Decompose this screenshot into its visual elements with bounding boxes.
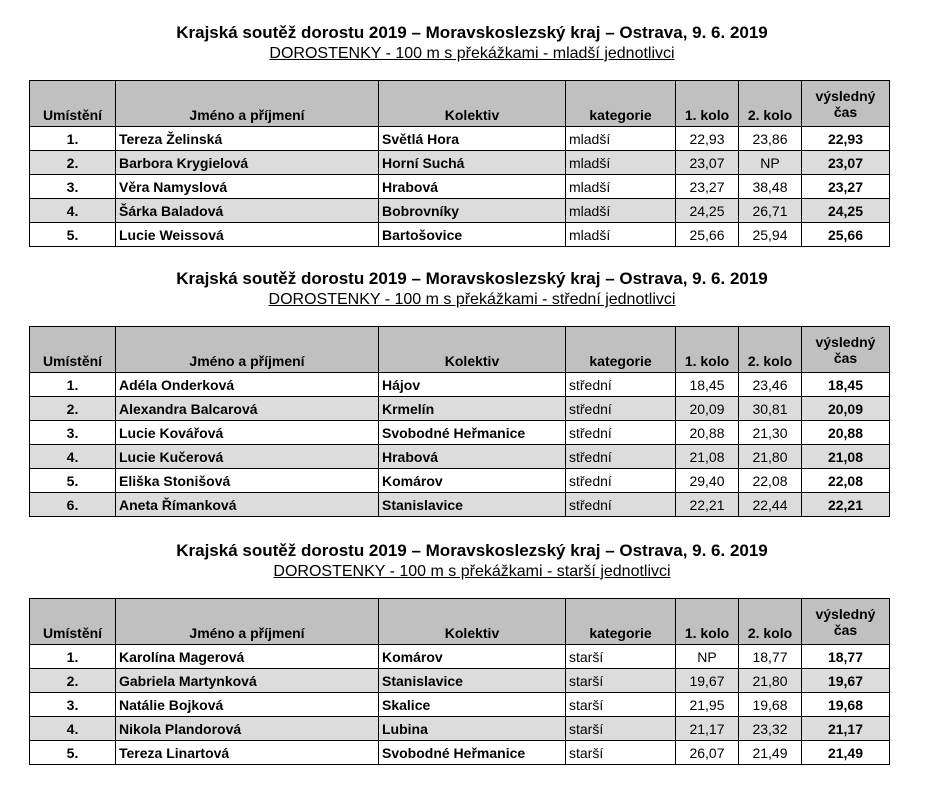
- header-round2: 2. kolo: [739, 327, 802, 373]
- category-cell: střední: [566, 397, 676, 421]
- name-cell: Gabriela Martynková: [116, 669, 379, 693]
- header-final-time: výsledný čas: [802, 599, 890, 645]
- header-name: Jméno a příjmení: [116, 599, 379, 645]
- section-subtitle: DOROSTENKY - 100 m s překážkami - mladší jednotlivci: [269, 45, 675, 62]
- table-row: [30, 127, 890, 151]
- category-cell: střední: [566, 373, 676, 397]
- team-cell: Stanislavice: [379, 493, 566, 517]
- header-team: Kolektiv: [379, 327, 566, 373]
- table-row: [30, 469, 890, 493]
- category-cell: starší: [566, 669, 676, 693]
- rank-cell: 1.: [30, 645, 116, 669]
- category-cell: mladší: [566, 223, 676, 247]
- section-title: Krajská soutěž dorostu 2019 – Moravskoslezský kraj – Ostrava, 9. 6. 2019: [176, 269, 768, 288]
- round2-cell: 21,49: [739, 741, 802, 765]
- name-cell: Alexandra Balcarová: [116, 397, 379, 421]
- header-final-time: výsledný čas: [802, 81, 890, 127]
- round1-cell: 25,66: [676, 223, 739, 247]
- table-row: [30, 693, 890, 717]
- results-section: [0, 22, 944, 243]
- final-time-cell: 18,77: [802, 645, 890, 669]
- table-row: [30, 645, 890, 669]
- team-cell: Bartošovice: [379, 223, 566, 247]
- rank-cell: 2.: [30, 397, 116, 421]
- section-title: Krajská soutěž dorostu 2019 – Moravskoslezský kraj – Ostrava, 9. 6. 2019: [176, 23, 768, 42]
- results-table: [29, 326, 890, 517]
- round2-cell: 21,80: [739, 669, 802, 693]
- table-row: [30, 199, 890, 223]
- category-cell: starší: [566, 693, 676, 717]
- table-row: [30, 741, 890, 765]
- team-cell: Komárov: [379, 469, 566, 493]
- table-row: [30, 493, 890, 517]
- round2-cell: 21,30: [739, 421, 802, 445]
- round2-cell: 38,48: [739, 175, 802, 199]
- section-subtitle-wrap: [0, 290, 944, 310]
- rank-cell: 4.: [30, 717, 116, 741]
- rank-cell: 2.: [30, 151, 116, 175]
- round2-cell: 25,94: [739, 223, 802, 247]
- round2-cell: 22,08: [739, 469, 802, 493]
- rank-cell: 4.: [30, 445, 116, 469]
- round1-cell: 24,25: [676, 199, 739, 223]
- name-cell: Lucie Kovářová: [116, 421, 379, 445]
- header-category: kategorie: [566, 81, 676, 127]
- table-row: [30, 223, 890, 247]
- team-cell: Světlá Hora: [379, 127, 566, 151]
- team-cell: Skalice: [379, 693, 566, 717]
- final-time-cell: 23,07: [802, 151, 890, 175]
- table-row: [30, 175, 890, 199]
- name-cell: Karolína Magerová: [116, 645, 379, 669]
- rank-cell: 3.: [30, 693, 116, 717]
- final-time-cell: 19,67: [802, 669, 890, 693]
- team-cell: Hájov: [379, 373, 566, 397]
- round1-cell: 26,07: [676, 741, 739, 765]
- category-cell: mladší: [566, 127, 676, 151]
- name-cell: Tereza Linartová: [116, 741, 379, 765]
- header-round1: 1. kolo: [676, 599, 739, 645]
- header-team: Kolektiv: [379, 599, 566, 645]
- team-cell: Komárov: [379, 645, 566, 669]
- round1-cell: NP: [676, 645, 739, 669]
- category-cell: mladší: [566, 151, 676, 175]
- final-time-cell: 21,49: [802, 741, 890, 765]
- final-time-cell: 21,17: [802, 717, 890, 741]
- round2-cell: 23,32: [739, 717, 802, 741]
- category-cell: střední: [566, 469, 676, 493]
- name-cell: Tereza Želinská: [116, 127, 379, 151]
- section-subtitle-wrap: [0, 562, 944, 582]
- round1-cell: 21,95: [676, 693, 739, 717]
- table-row: [30, 151, 890, 175]
- header-name: Jméno a příjmení: [116, 81, 379, 127]
- rank-cell: 2.: [30, 669, 116, 693]
- rank-cell: 4.: [30, 199, 116, 223]
- results-table: [29, 598, 890, 765]
- final-time-cell: 19,68: [802, 693, 890, 717]
- round2-cell: 19,68: [739, 693, 802, 717]
- final-time-cell: 20,09: [802, 397, 890, 421]
- round2-cell: 21,80: [739, 445, 802, 469]
- table-row: [30, 669, 890, 693]
- rank-cell: 5.: [30, 223, 116, 247]
- category-cell: mladší: [566, 175, 676, 199]
- round2-cell: 30,81: [739, 397, 802, 421]
- round1-cell: 29,40: [676, 469, 739, 493]
- round1-cell: 23,27: [676, 175, 739, 199]
- round2-cell: NP: [739, 151, 802, 175]
- category-cell: střední: [566, 445, 676, 469]
- round2-cell: 26,71: [739, 199, 802, 223]
- category-cell: starší: [566, 741, 676, 765]
- results-section: [0, 268, 944, 513]
- round2-cell: 18,77: [739, 645, 802, 669]
- header-name: Jméno a příjmení: [116, 327, 379, 373]
- rank-cell: 5.: [30, 741, 116, 765]
- team-cell: Svobodné Heřmanice: [379, 741, 566, 765]
- name-cell: Šárka Baladová: [116, 199, 379, 223]
- header-final-time: výsledný čas: [802, 327, 890, 373]
- final-time-cell: 22,21: [802, 493, 890, 517]
- header-rank: Umístění: [30, 599, 116, 645]
- section-subtitle: DOROSTENKY - 100 m s překážkami - starší jednotlivci: [273, 563, 671, 580]
- team-cell: Svobodné Heřmanice: [379, 421, 566, 445]
- category-cell: mladší: [566, 199, 676, 223]
- rank-cell: 5.: [30, 469, 116, 493]
- final-time-cell: 21,08: [802, 445, 890, 469]
- round1-cell: 22,21: [676, 493, 739, 517]
- table-row: [30, 421, 890, 445]
- table-row: [30, 717, 890, 741]
- table-row: [30, 445, 890, 469]
- rank-cell: 6.: [30, 493, 116, 517]
- rank-cell: 3.: [30, 421, 116, 445]
- name-cell: Věra Namyslová: [116, 175, 379, 199]
- header-team: Kolektiv: [379, 81, 566, 127]
- name-cell: Barbora Krygielová: [116, 151, 379, 175]
- header-category: kategorie: [566, 599, 676, 645]
- header-rank: Umístění: [30, 327, 116, 373]
- header-rank: Umístění: [30, 81, 116, 127]
- section-title: Krajská soutěž dorostu 2019 – Moravskoslezský kraj – Ostrava, 9. 6. 2019: [176, 541, 768, 560]
- round1-cell: 20,88: [676, 421, 739, 445]
- header-category: kategorie: [566, 327, 676, 373]
- table-row: [30, 373, 890, 397]
- results-section: [0, 540, 944, 761]
- name-cell: Eliška Stonišová: [116, 469, 379, 493]
- section-subtitle-wrap: [0, 44, 944, 64]
- round1-cell: 21,17: [676, 717, 739, 741]
- team-cell: Hrabová: [379, 445, 566, 469]
- final-time-cell: 25,66: [802, 223, 890, 247]
- team-cell: Stanislavice: [379, 669, 566, 693]
- category-cell: střední: [566, 421, 676, 445]
- round1-cell: 22,93: [676, 127, 739, 151]
- round1-cell: 20,09: [676, 397, 739, 421]
- section-subtitle: DOROSTENKY - 100 m s překážkami - střední jednotlivci: [268, 291, 676, 308]
- round1-cell: 23,07: [676, 151, 739, 175]
- team-cell: Krmelín: [379, 397, 566, 421]
- rank-cell: 3.: [30, 175, 116, 199]
- results-table: [29, 80, 890, 247]
- team-cell: Horní Suchá: [379, 151, 566, 175]
- round1-cell: 21,08: [676, 445, 739, 469]
- header-round2: 2. kolo: [739, 81, 802, 127]
- header-row: [30, 599, 890, 645]
- category-cell: starší: [566, 717, 676, 741]
- header-round1: 1. kolo: [676, 81, 739, 127]
- final-time-cell: 24,25: [802, 199, 890, 223]
- header-row: [30, 81, 890, 127]
- name-cell: Lucie Weissová: [116, 223, 379, 247]
- final-time-cell: 18,45: [802, 373, 890, 397]
- rank-cell: 1.: [30, 373, 116, 397]
- round2-cell: 22,44: [739, 493, 802, 517]
- name-cell: Natálie Bojková: [116, 693, 379, 717]
- name-cell: Lucie Kučerová: [116, 445, 379, 469]
- final-time-cell: 20,88: [802, 421, 890, 445]
- round1-cell: 18,45: [676, 373, 739, 397]
- name-cell: Aneta Římanková: [116, 493, 379, 517]
- round2-cell: 23,86: [739, 127, 802, 151]
- name-cell: Nikola Plandorová: [116, 717, 379, 741]
- team-cell: Lubina: [379, 717, 566, 741]
- name-cell: Adéla Onderková: [116, 373, 379, 397]
- category-cell: starší: [566, 645, 676, 669]
- team-cell: Bobrovníky: [379, 199, 566, 223]
- header-round2: 2. kolo: [739, 599, 802, 645]
- final-time-cell: 22,93: [802, 127, 890, 151]
- final-time-cell: 23,27: [802, 175, 890, 199]
- round2-cell: 23,46: [739, 373, 802, 397]
- table-row: [30, 397, 890, 421]
- team-cell: Hrabová: [379, 175, 566, 199]
- rank-cell: 1.: [30, 127, 116, 151]
- header-row: [30, 327, 890, 373]
- round1-cell: 19,67: [676, 669, 739, 693]
- final-time-cell: 22,08: [802, 469, 890, 493]
- category-cell: střední: [566, 493, 676, 517]
- header-round1: 1. kolo: [676, 327, 739, 373]
